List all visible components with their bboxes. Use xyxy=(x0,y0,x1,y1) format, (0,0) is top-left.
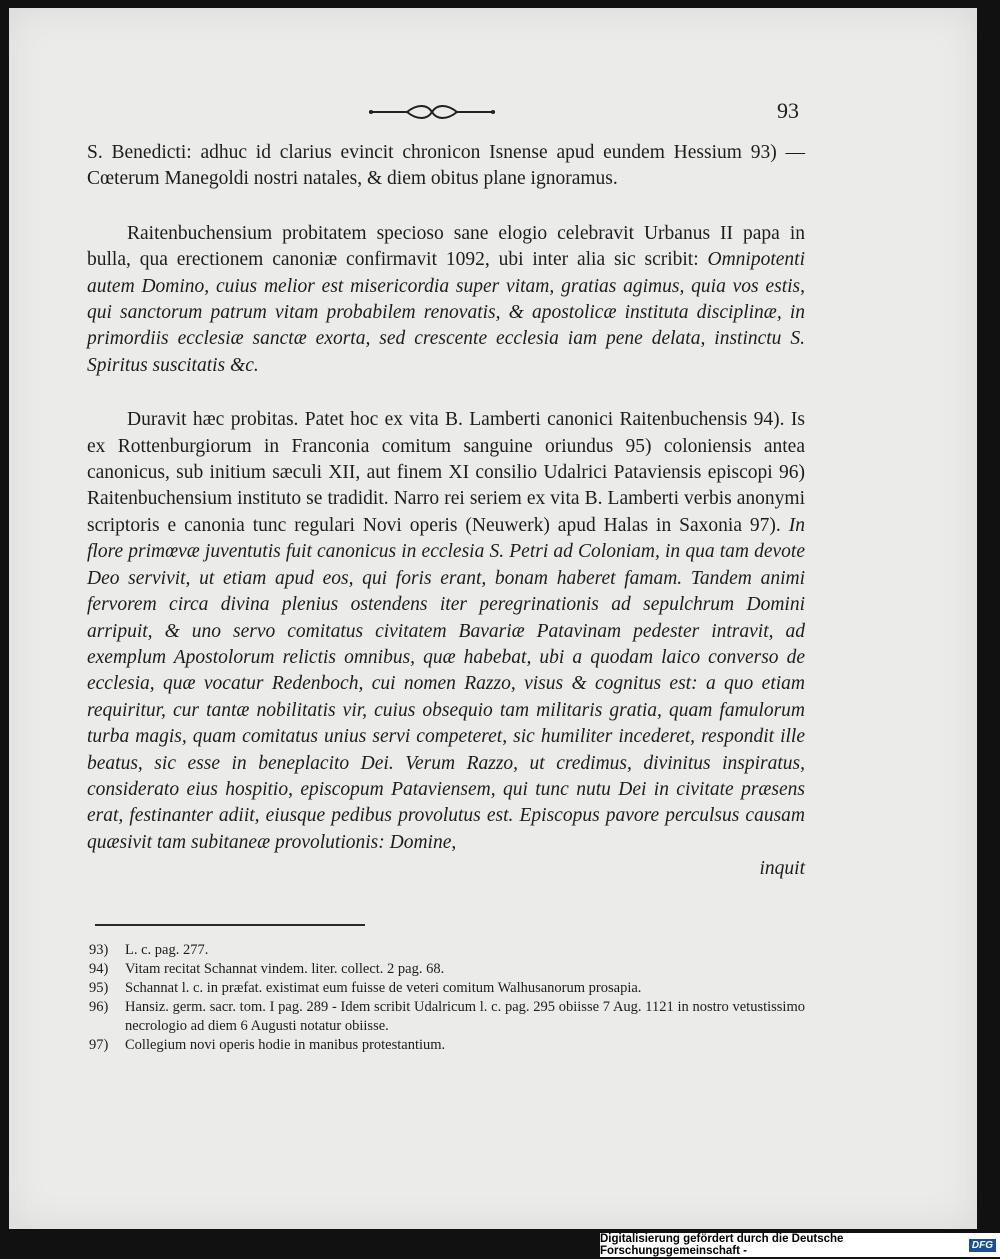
paragraph-quote: Omnipotenti autem Domino, cuius melior est misericordia super vitam, gratias agimus, quia vos estis, qui sanctorum patrum vitam probabilem renovatis, & apostolicæ instituta disciplinæ, in primordiis ecclesiæ sanctæ exorta, sed crescente ecclesia iam pene delata, instinctu S. Spiritus suscitatis &c. xyxy=(87,249,805,376)
paragraph-1 xyxy=(87,140,805,193)
catchword: inquit xyxy=(759,858,805,880)
footnote-divider xyxy=(95,924,365,926)
footnote-text: Vitam recitat Schannat vindem. liter. collect. 2 pag. 68. xyxy=(125,961,445,977)
page-header xyxy=(87,98,805,140)
footnote-text: Schannat l. c. in præfat. existimat eum fuisse de veteri comitum Walhusanorum prosapia. xyxy=(125,980,642,996)
footnote-number: 97) xyxy=(89,1037,109,1053)
paragraph-2 xyxy=(87,221,805,379)
footnote-number: 96) xyxy=(89,999,109,1015)
paragraph-text: S. Benedicti: adhuc id clarius evincit chronicon Isnense apud eundem Hessium 93) — Cœterum Manegoldi nostri natales, & diem obitus plane ignoramus. xyxy=(87,142,805,190)
paragraph-text: Raitenbuchensium probitatem specioso sane elogio celebravit Urbanus II papa in bulla, qua erectionem canoniæ confirmavit 1092, ubi inter alia sic scribit: xyxy=(87,222,805,271)
paragraph-3 xyxy=(87,407,805,856)
footnotes xyxy=(89,941,805,1055)
footnote-text: L. c. pag. 277. xyxy=(125,942,209,958)
book-page xyxy=(9,8,977,1229)
footnote-number: 94) xyxy=(89,961,109,977)
footnote xyxy=(89,960,805,979)
footnote-number: 93) xyxy=(89,942,109,958)
page-content xyxy=(87,98,805,882)
page-number: 93 xyxy=(777,98,799,123)
dfg-logo-icon: DFG xyxy=(969,1239,996,1252)
paragraph-quote: In flore primœvæ juventutis fuit canonicus in ecclesia S. Petri ad Coloniam, in qua tam devote Deo servivit, ut etiam apud eos, qui foris erant, bonam haberet famam. Tandem animi fervorem circa divina plenius ostendens iter peregrinationis ad sepulchrum Domini arripuit, & uno servo comitatus civitatem Bavariæ Patavinam pedester intravit, ad exemplum Apostolorum relictis omnibus, quæ habebat, ubi a quodam laico converso de ecclesia, quæ vocatur Redenboch, cui nomen Razzo, visus & cognitus est: a quo etiam requiritur, cur tantæ nobilitatis vir, cuius obsequio tam militaris gratia, quam famulorum turba magis, quam comitatus unius servi competeret, sic humiliter incederet, respondit ille beatus, sic esse in beneplacito Dei. Verum Razzo, ut credimus, divinitus inspiratus, considerato eius hospitio, episcopum Pataviensem, qui tunc nutu Dei in civitate præsens erat, festinanter adiit, eiusque pedibus provolutus est. Episcopus pavore perculsus causam quæsivit tam subitaneæ provolutionis: Domine, xyxy=(87,514,805,853)
footnote-text: Collegium novi operis hodie in manibus protestantium. xyxy=(125,1037,446,1053)
footnote-text: Hansiz. germ. sacr. tom. I pag. 289 - Idem scribit Udalricum l. c. pag. 295 obiisse 7 Aug. 1121 in nostro vetustissimo necrologio ad diem 6 Augusti notatur obiisse. xyxy=(125,999,805,1034)
footnote-number: 95) xyxy=(89,980,109,996)
digitization-banner xyxy=(600,1233,1000,1257)
footnote xyxy=(89,998,805,1036)
header-ornament-icon xyxy=(367,104,497,120)
banner-text: Digitalisierung gefördert durch die Deutsche Forschungsgemeinschaft - xyxy=(600,1233,844,1257)
footnote xyxy=(89,1036,805,1055)
paragraph-text: Duravit hæc probitas. Patet hoc ex vita B. Lamberti canonici Raitenbuchensis 94). Is ex Rottenburgiorum in Franconia comitum sanguine oriundus 95) coloniensis antea canonicus, sub initium sæculi XII, aut finem XI consilio Udalrici Pataviensis episcopi 96) Raitenbuchensium instituto se tradidit. Narro rei seriem ex vita B. Lamberti verbis anonymi scriptoris e canonia tunc regulari Novi operis (Neuwerk) apud Halas in Saxonia 97). xyxy=(87,409,805,536)
footnote xyxy=(89,979,805,998)
footnote xyxy=(89,941,805,960)
